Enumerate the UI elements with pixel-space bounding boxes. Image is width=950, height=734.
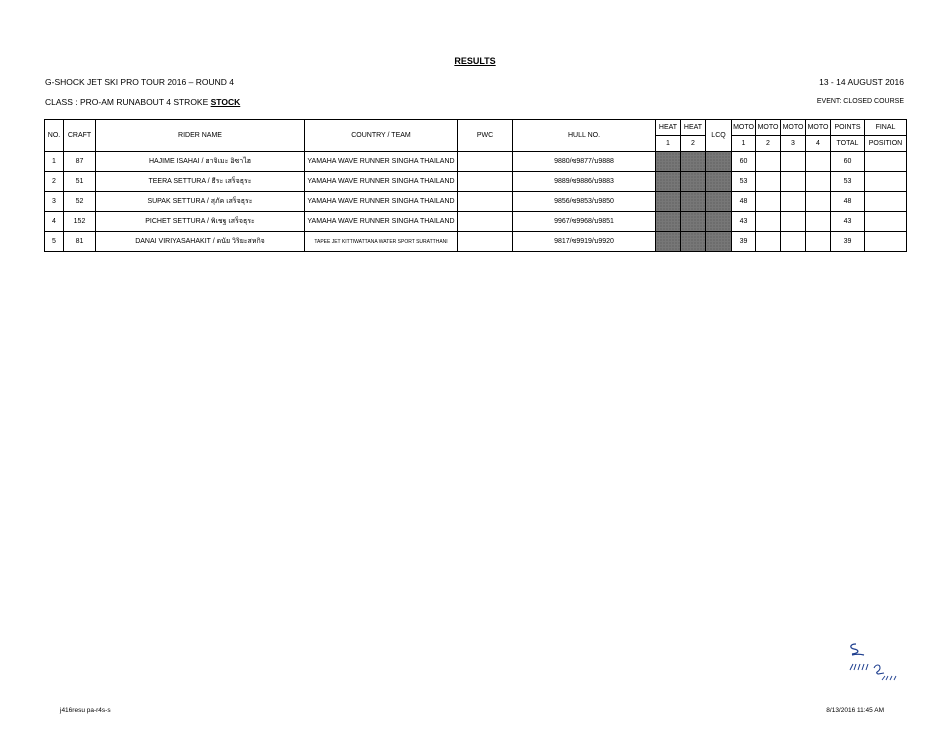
col-heat1-bottom: 1 (656, 136, 681, 152)
col-pwc: PWC (458, 120, 513, 152)
event-name: G-SHOCK JET SKI PRO TOUR 2016 – ROUND 4 (45, 77, 234, 87)
cell-no: 2 (45, 172, 64, 192)
cell-lcq (706, 232, 732, 252)
col-moto2-top: MOTO (756, 120, 781, 136)
cell-moto3 (781, 172, 806, 192)
cell-moto4 (806, 192, 831, 212)
cell-moto3 (781, 232, 806, 252)
cell-team: TAPEE JET KITTIWATTANA WATER SPORT SURATTHANI (305, 232, 458, 252)
cell-rider: HAJIME ISAHAI / ฮาจิเมะ อิซาไฮ (96, 152, 305, 172)
cell-pwc (458, 232, 513, 252)
cell-lcq (706, 212, 732, 232)
col-final-bottom: POSITION (865, 136, 907, 152)
cell-moto1: 48 (732, 192, 756, 212)
col-no: NO. (45, 120, 64, 152)
page-title: RESULTS (454, 56, 496, 66)
cell-no: 5 (45, 232, 64, 252)
cell-points: 39 (831, 232, 865, 252)
col-lcq: LCQ (706, 120, 732, 152)
footer-file-code: j416resu pa-r4s-s (60, 707, 111, 714)
col-hull: HULL NO. (513, 120, 656, 152)
cell-pwc (458, 172, 513, 192)
cell-pwc (458, 212, 513, 232)
cell-craft: 81 (64, 232, 96, 252)
col-heat2-bottom: 2 (681, 136, 706, 152)
cell-moto1: 39 (732, 232, 756, 252)
cell-team: YAMAHA WAVE RUNNER SINGHA THAILAND (305, 152, 458, 172)
cell-final (865, 172, 907, 192)
cell-points: 43 (831, 212, 865, 232)
col-moto4-top: MOTO (806, 120, 831, 136)
event-type: EVENT: CLOSED COURSE (816, 98, 904, 105)
cell-lcq (706, 172, 732, 192)
cell-hull: 9889/ซ9886/บ9883 (513, 172, 656, 192)
cell-lcq (706, 192, 732, 212)
cell-final (865, 152, 907, 172)
col-moto1-top: MOTO (732, 120, 756, 136)
cell-heat2 (681, 232, 706, 252)
col-moto2-bottom: 2 (756, 136, 781, 152)
cell-final (865, 212, 907, 232)
cell-moto2 (756, 232, 781, 252)
col-moto4-bottom: 4 (806, 136, 831, 152)
cell-team: YAMAHA WAVE RUNNER SINGHA THAILAND (305, 192, 458, 212)
cell-no: 3 (45, 192, 64, 212)
cell-moto3 (781, 152, 806, 172)
event-date: 13 - 14 AUGUST 2016 (819, 77, 904, 87)
cell-moto3 (781, 192, 806, 212)
table-row (45, 192, 907, 212)
cell-moto1: 53 (732, 172, 756, 192)
cell-heat2 (681, 152, 706, 172)
cell-heat1 (656, 212, 681, 232)
cell-heat1 (656, 192, 681, 212)
table-row (45, 212, 907, 232)
cell-craft: 87 (64, 152, 96, 172)
col-points-top: POINTS (831, 120, 865, 136)
col-craft: CRAFT (64, 120, 96, 152)
cell-team: YAMAHA WAVE RUNNER SINGHA THAILAND (305, 212, 458, 232)
class-emphasis: STOCK (210, 97, 241, 107)
cell-hull: 9817/ซ9919/บ9920 (513, 232, 656, 252)
header-row (45, 120, 907, 136)
col-heat2-top: HEAT (681, 120, 706, 136)
cell-heat2 (681, 212, 706, 232)
cell-rider: DANAI VIRIYASAHAKIT / ดนัย วิริยะสหกิจ (96, 232, 305, 252)
col-heat1-top: HEAT (656, 120, 681, 136)
cell-craft: 52 (64, 192, 96, 212)
cell-pwc (458, 192, 513, 212)
cell-team: YAMAHA WAVE RUNNER SINGHA THAILAND (305, 172, 458, 192)
col-rider: RIDER NAME (96, 120, 305, 152)
cell-pwc (458, 152, 513, 172)
cell-rider: PICHET SETTURA / พิเชฐ เสร็จธุระ (96, 212, 305, 232)
col-team: COUNTRY / TEAM (305, 120, 458, 152)
table-row (45, 152, 907, 172)
col-moto3-bottom: 3 (781, 136, 806, 152)
cell-rider: TEERA SETTURA / ธีระ เสร็จธุระ (96, 172, 305, 192)
cell-hull: 9856/ซ9853/บ9850 (513, 192, 656, 212)
table-row (45, 172, 907, 192)
cell-moto2 (756, 152, 781, 172)
cell-rider: SUPAK SETTURA / สุภัค เสร็จธุระ (96, 192, 305, 212)
cell-no: 1 (45, 152, 64, 172)
cell-moto3 (781, 212, 806, 232)
cell-heat1 (656, 232, 681, 252)
cell-heat2 (681, 172, 706, 192)
results-table (44, 119, 907, 252)
cell-points: 53 (831, 172, 865, 192)
cell-heat2 (681, 192, 706, 212)
cell-points: 48 (831, 192, 865, 212)
cell-points: 60 (831, 152, 865, 172)
cell-moto2 (756, 172, 781, 192)
cell-moto4 (806, 152, 831, 172)
class-prefix: CLASS : PRO-AM RUNABOUT 4 STROKE (45, 97, 211, 107)
cell-heat1 (656, 172, 681, 192)
cell-heat1 (656, 152, 681, 172)
cell-no: 4 (45, 212, 64, 232)
cell-moto4 (806, 232, 831, 252)
table-row (45, 232, 907, 252)
cell-moto4 (806, 172, 831, 192)
cell-craft: 51 (64, 172, 96, 192)
footer-timestamp: 8/13/2016 11:45 AM (826, 707, 884, 714)
cell-moto4 (806, 212, 831, 232)
col-points-bottom: TOTAL (831, 136, 865, 152)
cell-moto2 (756, 212, 781, 232)
cell-final (865, 192, 907, 212)
cell-hull: 9880/ซ9877/บ9888 (513, 152, 656, 172)
cell-lcq (706, 152, 732, 172)
col-final-top: FINAL (865, 120, 907, 136)
col-moto3-top: MOTO (781, 120, 806, 136)
cell-moto1: 43 (732, 212, 756, 232)
cell-craft: 152 (64, 212, 96, 232)
cell-final (865, 232, 907, 252)
cell-moto2 (756, 192, 781, 212)
col-moto1-bottom: 1 (732, 136, 756, 152)
cell-hull: 9967/ซ9968/บ9851 (513, 212, 656, 232)
cell-moto1: 60 (732, 152, 756, 172)
class-line (45, 97, 240, 107)
handwritten-signature (840, 640, 910, 700)
